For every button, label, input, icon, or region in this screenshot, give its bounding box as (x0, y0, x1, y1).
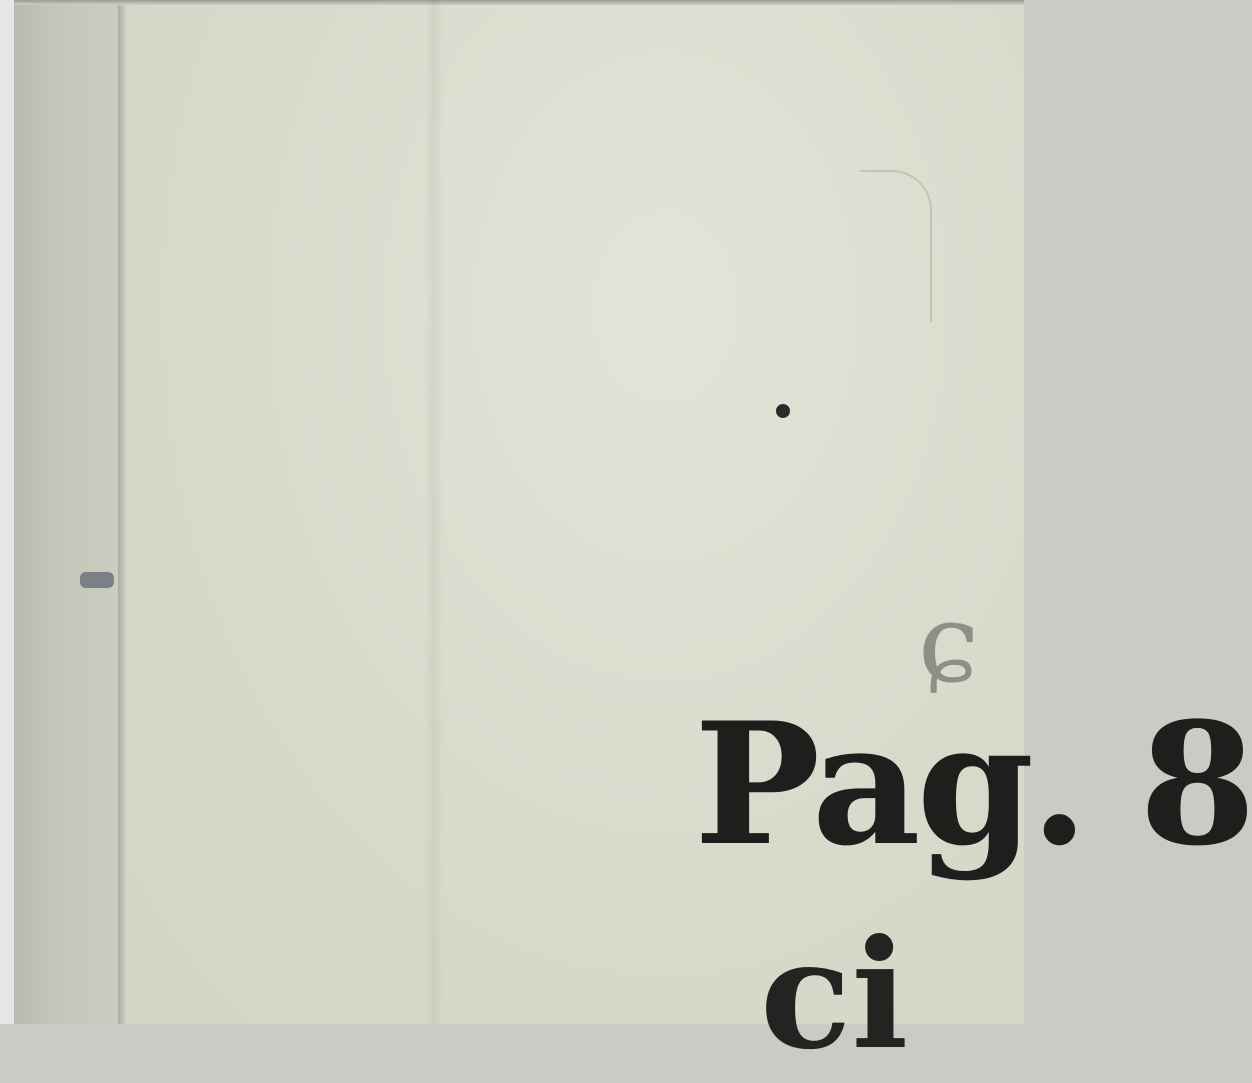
leaf-edge (118, 0, 128, 1024)
adjacent-leaf (14, 0, 124, 1024)
paper-crease (425, 0, 443, 1024)
ink-fleck (80, 572, 114, 588)
scan-border (0, 0, 14, 1024)
ink-fleck (776, 404, 790, 418)
paper-stain (860, 170, 932, 322)
text-line-fragment: ci (760, 907, 909, 1083)
ornament-fragment: ɕ (918, 579, 980, 707)
page-reference: Pag. 8 (694, 685, 1252, 883)
top-edge (14, 0, 1024, 5)
